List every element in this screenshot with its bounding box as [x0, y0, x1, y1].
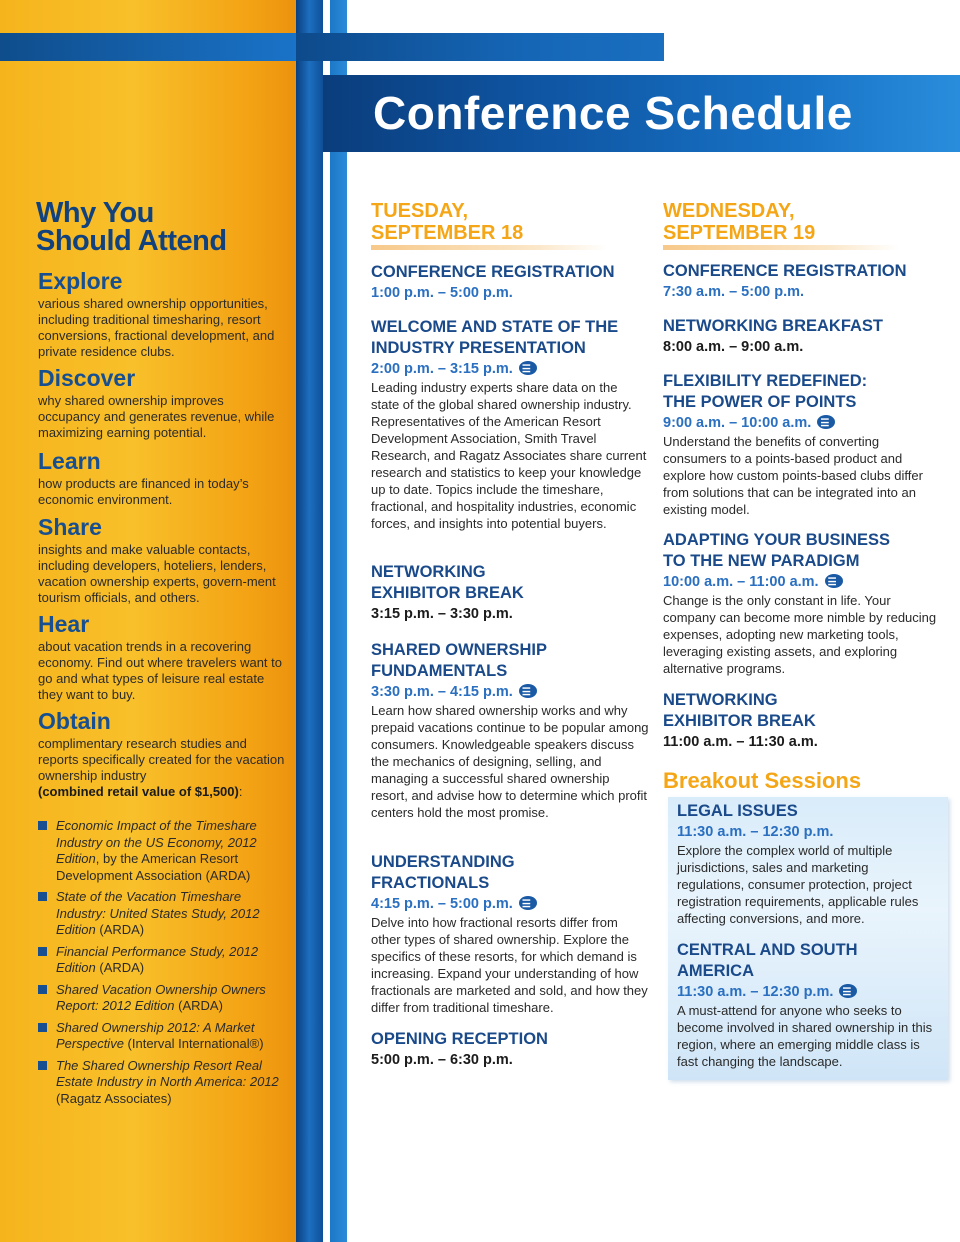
reason-share: [38, 514, 286, 606]
event-time: 1:00 p.m. – 5:00 p.m.: [371, 285, 513, 301]
day-date: SEPTEMBER 19: [663, 222, 816, 244]
square-bullet-icon: [38, 1023, 47, 1032]
event-description: Explore the complex world of multiple jurisdictions, sales and marketing regulations, consumer protection, project registration requirements, applicable rules affecting conversions, and more.: [677, 843, 919, 926]
event-description: Change is the only constant in life. Your company can become more nimble by reducing expenses, adopting new marketing tools, leveraging existing assets, and exploring alternative programs.: [663, 593, 937, 676]
event-title: NETWORKING EXHIBITOR BREAK: [371, 563, 524, 602]
day-date: SEPTEMBER 18: [371, 222, 524, 244]
event-time: 4:15 p.m. – 5:00 p.m.: [371, 896, 513, 912]
study-item: [38, 1020, 288, 1053]
headset-icon: [519, 361, 537, 375]
tuesday-event-exhibitor-break: [371, 562, 649, 624]
reason-title: Hear: [38, 611, 90, 637]
wednesday-event-registration: [663, 261, 941, 302]
event-time: 11:00 a.m. – 11:30 a.m.: [663, 734, 818, 750]
reason-learn: [38, 448, 286, 508]
breakout-sessions-heading: Breakout Sessions: [663, 768, 862, 793]
study-publisher: , by the American Resort Development Association (ARDA): [56, 851, 251, 883]
reason-title: Explore: [38, 268, 123, 294]
why-attend-heading-line1: Why You: [36, 197, 154, 229]
event-time: 10:00 a.m. – 11:00 a.m.: [663, 574, 819, 590]
reason-text: various shared ownership opportunities, including traditional timesharing, resort conversions, fractional development, and private residence clubs.: [38, 296, 275, 359]
reason-text-tail: :: [238, 784, 243, 799]
event-title: CENTRAL AND SOUTH AMERICA: [677, 941, 858, 980]
reason-explore: [38, 268, 286, 360]
study-title: Financial Performance Study, 2012 Edition: [56, 943, 259, 975]
event-time: 3:30 p.m. – 4:15 p.m.: [371, 684, 513, 700]
study-item: [38, 944, 288, 977]
vertical-stripe-gap: [323, 0, 330, 1242]
study-publisher: (Interval International®): [123, 1036, 264, 1051]
reason-discover: [38, 365, 286, 441]
event-description: Delve into how fractional resorts differ from other types of shared ownership. Explore the specifics of these resorts, for which demand is increasing. Expand your understanding of how fractionals are marketed and sold, and how they differ from traditional timeshare.: [371, 915, 648, 1015]
left-header-bar: [0, 33, 296, 61]
retail-value-note: (combined retail value of $1,500): [38, 784, 239, 799]
wednesday-event-paradigm: [663, 530, 941, 677]
tuesday-event-welcome: [371, 317, 649, 532]
event-title: LEGAL ISSUES: [677, 802, 798, 820]
square-bullet-icon: [38, 985, 47, 994]
day-name: TUESDAY,: [371, 200, 469, 222]
top-blue-bar: [296, 33, 664, 61]
headset-icon: [825, 574, 843, 588]
why-attend-heading: [36, 199, 227, 255]
study-item: [38, 1058, 288, 1108]
reason-hear: [38, 611, 286, 703]
research-studies-list: [38, 818, 288, 1112]
event-description: Learn how shared ownership works and why prepaid vacations continue to be popular among consumers. Knowledgeable speakers discuss the mechanics of designing, selling, and managing a successful shared ownership resort, and advise how to determine which profit centers hold the most promise.: [371, 703, 649, 820]
wednesday-event-points: [663, 371, 941, 518]
breakout-legal-issues: [677, 801, 935, 927]
vertical-stripe: [330, 0, 347, 1242]
event-title: CONFERENCE REGISTRATION: [663, 262, 907, 280]
breakout-sessions-box: [668, 797, 948, 1080]
event-description: Understand the benefits of converting consumers to a points-based product and explore how custom points-based clubs differ from solutions that can be integrated into an existing model.: [663, 434, 923, 517]
study-item: [38, 889, 288, 939]
study-item: [38, 818, 288, 884]
event-time: 3:15 p.m. – 3:30 p.m.: [371, 606, 513, 622]
study-title: State of the Vacation Timeshare Industry: United States Study, 2012 Edition: [56, 889, 260, 937]
page-title: Conference Schedule: [373, 87, 853, 139]
event-title: CONFERENCE REGISTRATION: [371, 263, 615, 281]
square-bullet-icon: [38, 947, 47, 956]
wednesday-heading-underline: [663, 245, 899, 250]
reason-text: [38, 736, 286, 800]
reason-obtain: [38, 708, 286, 800]
event-title: NETWORKING BREAKFAST: [663, 317, 883, 335]
study-publisher: (ARDA): [95, 922, 145, 937]
event-title: NETWORKING EXHIBITOR BREAK: [663, 691, 816, 730]
reason-title: Share: [38, 514, 102, 540]
study-item: [38, 982, 288, 1015]
breakout-central-south-america: [677, 940, 935, 1070]
reason-text: why shared ownership improves occupancy and generates revenue, while maximizing earning potential.: [38, 393, 275, 440]
event-time-row: [371, 894, 649, 914]
study-title: Shared Vacation Ownership Owners Report: 2012 Edition: [56, 981, 266, 1013]
event-time: 11:30 a.m. – 12:30 p.m.: [677, 824, 834, 840]
reason-text: how products are financed in today’s economic environment.: [38, 476, 249, 507]
event-title: OPENING RECEPTION: [371, 1030, 548, 1048]
event-description: A must-attend for anyone who seeks to become involved in shared ownership in this region, where an emerging middle class is fast changing the landscape.: [677, 1003, 933, 1069]
event-title: UNDERSTANDING FRACTIONALS: [371, 853, 515, 892]
headset-icon: [817, 415, 835, 429]
study-publisher: (ARDA): [95, 960, 145, 975]
tuesday-event-fundamentals: [371, 640, 649, 821]
wednesday-event-exhibitor-break: [663, 690, 941, 752]
reason-text: insights and make valuable contacts, including developers, hoteliers, lenders, vacation ownership experts, govern-ment tourism officials, and others.: [38, 542, 276, 605]
event-title: SHARED OWNERSHIP FUNDAMENTALS: [371, 641, 547, 680]
reason-text: about vacation trends in a recovering economy. Find out where travelers want to go and what types of leisure real estate they want to buy.: [38, 639, 282, 702]
event-time: 7:30 a.m. – 5:00 p.m.: [663, 284, 805, 300]
study-title: Shared Ownership 2012: A Market Perspective: [56, 1019, 255, 1051]
headset-icon: [839, 984, 857, 998]
tuesday-event-registration: [371, 262, 649, 303]
wednesday-event-breakfast: [663, 316, 941, 357]
event-description: Leading industry experts share data on the state of the global shared ownership industry. Representatives of the American Resort Development Association, Smith Travel Research, and Ragatz Associates share current research and statistics to keep your knowledge up to date. Topics include the timeshare, fractional, and hospitality industries, economic forces, and insights into potential buyers.: [371, 380, 647, 531]
reason-text-main: complimentary research studies and reports specifically created for the vacation ownership industry: [38, 736, 285, 783]
why-attend-heading-line2: Should Attend: [36, 225, 227, 257]
event-time-row: [663, 572, 941, 592]
tuesday-heading: [371, 200, 523, 248]
reason-title: Obtain: [38, 708, 111, 734]
event-time-row: [371, 359, 649, 379]
reason-title: Learn: [38, 448, 101, 474]
headset-icon: [519, 684, 537, 698]
event-time-row: [371, 682, 649, 702]
tuesday-event-fractionals: [371, 852, 649, 1016]
study-publisher: (ARDA): [174, 998, 223, 1013]
event-time: 5:00 p.m. – 6:30 p.m.: [371, 1052, 513, 1068]
event-time-row: [677, 982, 935, 1002]
square-bullet-icon: [38, 821, 47, 830]
reason-title: Discover: [38, 365, 136, 391]
event-time: 9:00 a.m. – 10:00 a.m.: [663, 415, 812, 431]
study-publisher: (Ragatz Associates): [56, 1090, 172, 1106]
event-title: FLEXIBILITY REDEFINED: THE POWER OF POINTS: [663, 372, 868, 411]
headset-icon: [519, 896, 537, 910]
study-title: Economic Impact of the Timeshare Industry on the US Economy, 2012 Edition: [56, 818, 257, 866]
event-time: 8:00 a.m. – 9:00 a.m.: [663, 339, 804, 355]
event-time: 11:30 a.m. – 12:30 p.m.: [677, 984, 834, 1000]
wednesday-heading: [663, 200, 815, 248]
tuesday-heading-underline: [371, 245, 607, 250]
event-title: WELCOME AND STATE OF THE INDUSTRY PRESENTATION: [371, 318, 619, 357]
study-title: The Shared Ownership Resort Real Estate Industry in North America: 2012: [56, 1057, 279, 1089]
square-bullet-icon: [38, 892, 47, 901]
event-time: 2:00 p.m. – 3:15 p.m.: [371, 361, 513, 377]
event-title: ADAPTING YOUR BUSINESS TO THE NEW PARADIGM: [663, 531, 891, 570]
square-bullet-icon: [38, 1061, 47, 1070]
day-name: WEDNESDAY,: [663, 200, 795, 222]
vertical-stripe: [296, 0, 323, 1242]
event-time-row: [663, 413, 941, 433]
tuesday-event-reception: [371, 1029, 649, 1070]
